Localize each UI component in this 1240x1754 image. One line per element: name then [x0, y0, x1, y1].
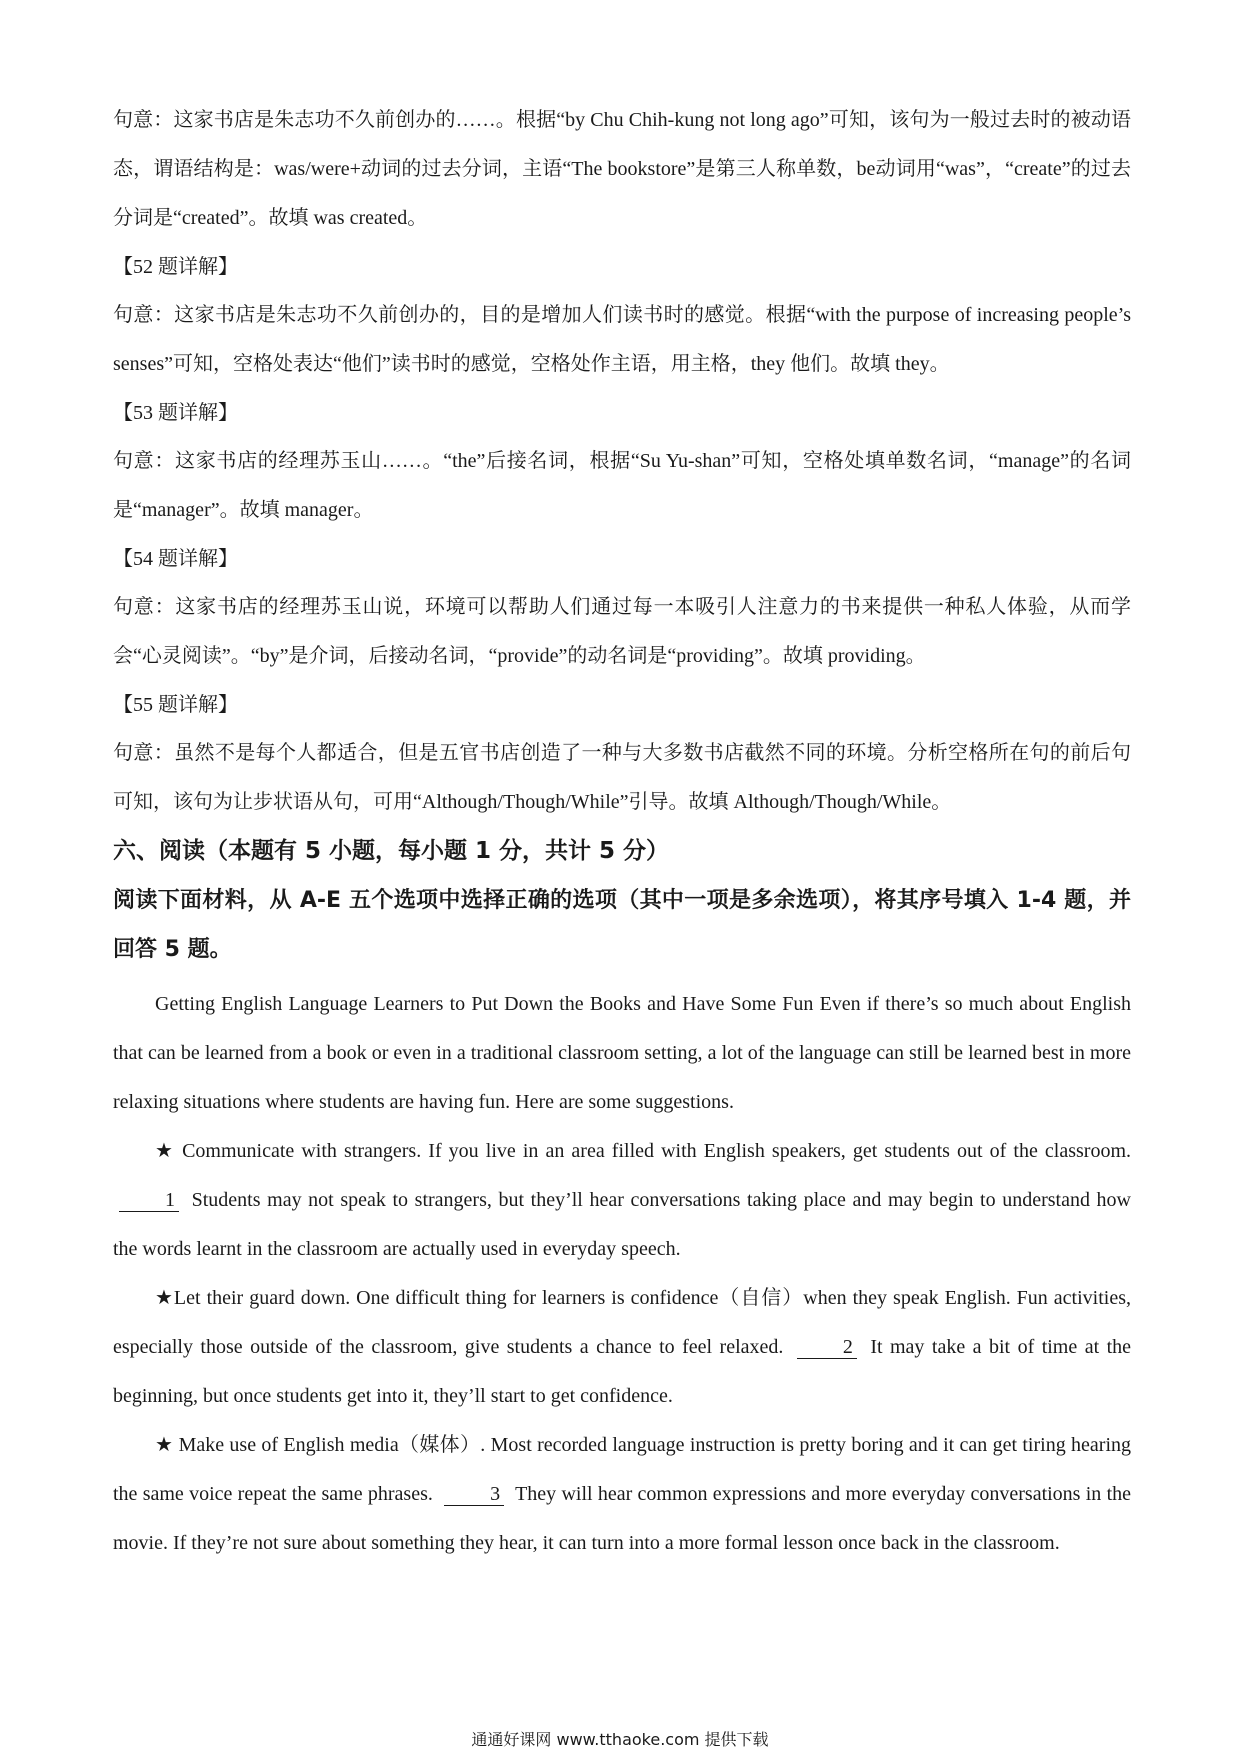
- passage-paragraph-2: [113, 1274, 1131, 1421]
- paragraph-3-after: They will hear common expressions and more everyday conversations in the movie. If they’re not sure about something they hear, it can turn into a more formal lesson once back in the classroom.: [113, 1483, 1132, 1554]
- section-title: 六、阅读（本题有 5 小题，每小题 1 分，共计 5 分）: [113, 838, 670, 864]
- paragraph-3-before: ★ Make use of English media（媒体）. Most recorded language instruction is pretty boring and it can get tiring hearing the same voice repeat the same phrases.: [113, 1434, 1131, 1505]
- q53-heading: 【53 题详解】: [113, 402, 238, 424]
- q55-heading: 【55 题详解】: [113, 694, 238, 716]
- q54-heading: 【54 题详解】: [113, 548, 238, 570]
- passage-paragraph-3: [113, 1421, 1131, 1568]
- document-body: [113, 96, 1131, 1568]
- q52-explanation: 句意：这家书店是朱志功不久前创办的，目的是增加人们读书时的感觉。根据“with the purpose of increasing people’s senses”可知，空格处表达“他们”读书时的感觉，空格处作主语，用主格，they 他们。故填 they。: [113, 304, 1131, 375]
- blank-3: 3: [444, 1483, 504, 1506]
- paragraph-1-after: Students may not speak to strangers, but they’ll hear conversations taking place and may begin to understand how the words learnt in the classroom are actually used in everyday speech.: [113, 1189, 1132, 1260]
- q53-explanation: 句意：这家书店的经理苏玉山……。“the”后接名词，根据“Su Yu-shan”可知，空格处填单数名词，“manage”的名词是“manager”。故填 manager。: [113, 450, 1131, 521]
- blank-1: 1: [119, 1189, 179, 1212]
- q51-explanation: 句意：这家书店是朱志功不久前创办的……。根据“by Chu Chih-kung not long ago”可知，该句为一般过去时的被动语态，谓语结构是：was/were+动词的过去分词，主语“The bookstore”是第三人称单数，be动词用“was”，“create”的过去分词是“created”。故填 was created。: [113, 109, 1131, 229]
- q55-explanation: 句意：虽然不是每个人都适合，但是五官书店创造了一种与大多数书店截然不同的环境。分析空格所在句的前后句可知，该句为让步状语从句，可用“Although/Though/While”引导。故填 Although/Though/While。: [113, 742, 1131, 813]
- paragraph-1-before: ★ Communicate with strangers. If you live in an area filled with English speakers, get students out of the classroom.: [155, 1140, 1131, 1162]
- paragraph-2-before: ★Let their guard down. One difficult thing for learners is confidence（自信）when they speak English. Fun activities, especially those outside of the classroom, give students a chance to feel relaxed.: [113, 1287, 1131, 1358]
- section-instruction: 阅读下面材料，从 A-E 五个选项中选择正确的选项（其中一项是多余选项），将其序号填入 1-4 题，并回答 5 题。: [113, 888, 1131, 962]
- passage-paragraph-1: [113, 1127, 1131, 1274]
- blank-2: 2: [797, 1336, 857, 1359]
- q54-explanation: 句意：这家书店的经理苏玉山说，环境可以帮助人们通过每一本吸引人注意力的书来提供一种私人体验，从而学会“心灵阅读”。“by”是介词，后接动名词，“provide”的动名词是“providing”。故填 providing。: [113, 596, 1131, 667]
- passage-intro: Getting English Language Learners to Put Down the Books and Have Some Fun Even if there’s so much about English that can be learned from a book or even in a traditional classroom setting, a lot of the language can still be learned best in more relaxing situations where students are having fun. Here are some suggestions.: [113, 993, 1131, 1113]
- paragraph-2-after: It may take a bit of time at the beginning, but once students get into it, they’ll start to get confidence.: [113, 1336, 1132, 1407]
- q52-heading: 【52 题详解】: [113, 256, 238, 278]
- page-footer: 通通好课网 www.tthaoke.com 提供下载: [471, 1730, 769, 1749]
